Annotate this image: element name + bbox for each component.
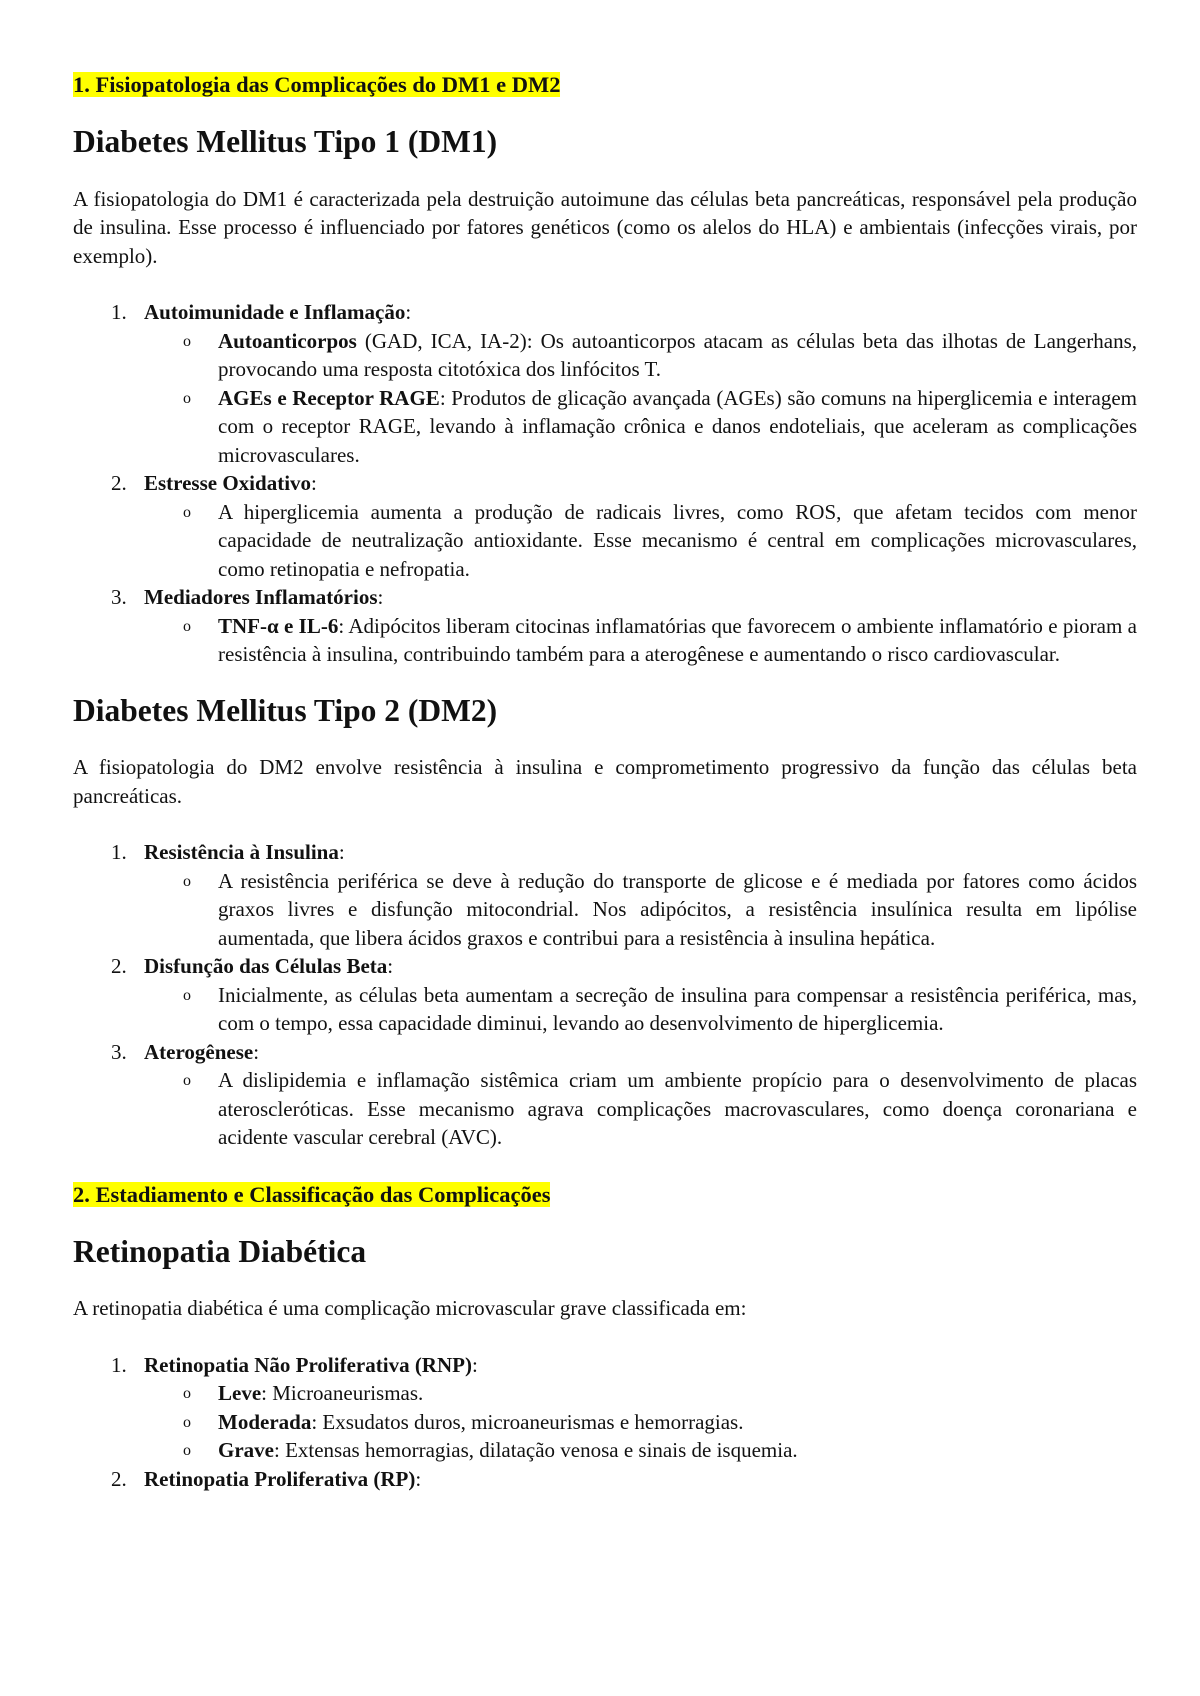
document-page [73, 70, 1137, 1493]
sub-list [144, 327, 1137, 470]
sub-list-item [73, 612, 1137, 669]
sub-item-text: : Microaneurismas. [261, 1381, 424, 1405]
sub-list-item [73, 1436, 1137, 1465]
list-item-title: Resistência à Insulina [144, 840, 339, 864]
list-item-title: Estresse Oxidativo [144, 471, 312, 495]
list-item-colon: : [387, 954, 394, 978]
list-item [73, 469, 1137, 583]
list-number: 3. [111, 1039, 127, 1064]
sub-item-text: A dislipidemia e inflamação sistêmica criam um ambiente propício para o desenvolvimento de placas ateroscleróticas. Esse mecanismo agrava complicações macrovasculares, como doença coronariana e acidente vascular cerebral (AVC). [218, 1068, 1137, 1149]
sub-item-bold: Grave [218, 1438, 274, 1462]
bullet-icon: o [183, 986, 191, 1004]
section-2-title [73, 1180, 1137, 1210]
bullet-icon: o [183, 1413, 191, 1431]
list-item-colon: : [415, 1466, 422, 1491]
dm2-intro: A fisiopatologia do DM2 envolve resistência à insulina e comprometimento progressivo da função das células beta pancreáticas. [73, 755, 1137, 808]
list-item [73, 1038, 1137, 1152]
sub-item-text: : Extensas hemorragias, dilatação venosa e sinais de isquemia. [273, 1438, 798, 1462]
retinopatia-list [73, 1351, 1137, 1494]
sub-list-item [73, 498, 1137, 584]
list-item-title: Disfunção das Células Beta [144, 954, 388, 978]
list-item [73, 1351, 1137, 1465]
list-item-title: Retinopatia Proliferativa (RP) [144, 1466, 416, 1491]
list-item-title: Mediadores Inflamatórios [144, 585, 378, 609]
list-item-title: Aterogênese [144, 1039, 254, 1064]
sub-list-item [73, 327, 1137, 384]
list-number: 2. [111, 954, 127, 978]
sub-list-item [73, 1408, 1137, 1437]
dm1-intro: A fisiopatologia do DM1 é caracterizada pela destruição autoimune das células beta pancreáticas, responsável pela produção de insulina. Esse processo é influenciado por fatores genéticos (como os alelos do HLA) e ambientais (infecções virais, por exemplo). [73, 186, 1137, 268]
sub-list [144, 498, 1137, 584]
bullet-icon: o [183, 389, 191, 407]
list-item [73, 952, 1137, 1038]
sub-list-item [73, 981, 1137, 1038]
sub-item-text: A resistência periférica se deve à redução do transporte de glicose e é mediada por fatores como ácidos graxos livres e disfunção mitocondrial. Nos adipócitos, a resistência insulínica resulta em lipólise aumentada, que libera ácidos graxos e contribui para a resistência à insulina hepática. [218, 868, 1137, 950]
sub-item-bold: Leve [218, 1381, 262, 1405]
sub-list-item [73, 1066, 1137, 1152]
sub-list [144, 981, 1137, 1038]
sub-list [144, 612, 1137, 669]
sub-item-text: (GAD, ICA, IA-2): Os autoanticorpos atacam as células beta das ilhotas de Langerhans, provocando uma resposta citotóxica dos linfócitos T. [218, 328, 1137, 381]
list-item [73, 583, 1137, 669]
sub-item-text: A hiperglicemia aumenta a produção de radicais livres, como ROS, que afetam tecidos com menor capacidade de neutralização antioxidante. Esse mecanismo é central em complicações microvasculares, como retinopatia e nefropatia. [218, 499, 1137, 581]
bullet-icon: o [183, 332, 191, 350]
list-item [73, 298, 1137, 469]
sub-item-text: : Adipócitos liberam citocinas inflamatórias que favorecem o ambiente inflamatório e pioram a resistência à insulina, contribuindo também para a aterogênese e aumentando o risco cardiovascular. [218, 613, 1137, 666]
sub-item-bold: AGEs e Receptor RAGE [218, 385, 440, 410]
list-item-title: Autoimunidade e Inflamação [144, 300, 406, 324]
section-1-title-text: 1. Fisiopatologia das Complicações do DM1 e DM2 [73, 72, 561, 97]
sub-item-text: Inicialmente, as células beta aumentam a secreção de insulina para compensar a resistência periférica, mas, com o tempo, essa capacidade diminui, levando ao desenvolvimento de hiperglicemia. [218, 982, 1137, 1035]
retinopatia-intro: A retinopatia diabética é uma complicação microvascular grave classificada em: [73, 1296, 747, 1320]
dm1-heading: Diabetes Mellitus Tipo 1 (DM1) [73, 124, 498, 159]
bullet-icon: o [183, 1385, 191, 1402]
list-number: 2. [111, 471, 127, 495]
list-number: 2. [111, 1466, 127, 1491]
retinopatia-heading: Retinopatia Diabética [73, 1233, 367, 1269]
bullet-icon: o [183, 872, 191, 890]
sub-item-text: : Produtos de glicação avançada (AGEs) são comuns na hiperglicemia e interagem com o receptor RAGE, levando à inflamação crônica e danos endoteliais, que aceleram as complicações microvasculares. [218, 385, 1138, 467]
section-1-title [73, 70, 1137, 100]
list-item-colon: : [253, 1039, 260, 1064]
list-number: 3. [111, 585, 127, 609]
sub-list [144, 867, 1137, 953]
list-number: 1. [111, 300, 127, 324]
sub-list [144, 1066, 1137, 1152]
bullet-icon: o [183, 503, 191, 521]
sub-item-bold: TNF-α e IL-6 [218, 613, 339, 638]
list-item-colon: : [471, 1352, 478, 1377]
dm2-heading: Diabetes Mellitus Tipo 2 (DM2) [73, 692, 498, 728]
list-item [73, 838, 1137, 952]
list-number: 1. [111, 840, 127, 864]
bullet-icon: o [183, 1072, 191, 1089]
list-item-title: Retinopatia Não Proliferativa (RNP) [144, 1352, 472, 1377]
list-item-colon: : [405, 300, 412, 324]
sub-list-item [73, 867, 1137, 953]
list-item-colon: : [311, 471, 317, 495]
sub-item-bold: Autoanticorpos [218, 328, 357, 353]
list-item [73, 1465, 1137, 1494]
sub-list-item [73, 384, 1137, 470]
sub-item-text: : Exsudatos duros, microaneurismas e hemorragias. [311, 1409, 744, 1434]
bullet-icon: o [183, 617, 191, 635]
section-2-title-text: 2. Estadiamento e Classificação das Complicações [73, 1181, 551, 1207]
list-item-colon: : [338, 840, 345, 864]
dm1-list [73, 298, 1137, 669]
dm2-list [73, 838, 1137, 1152]
sub-list-item [73, 1379, 1137, 1408]
sub-item-bold: Moderada [218, 1409, 312, 1434]
bullet-icon: o [183, 1442, 191, 1459]
list-number: 1. [111, 1352, 127, 1377]
sub-list [144, 1379, 1137, 1465]
list-item-colon: : [377, 585, 384, 609]
